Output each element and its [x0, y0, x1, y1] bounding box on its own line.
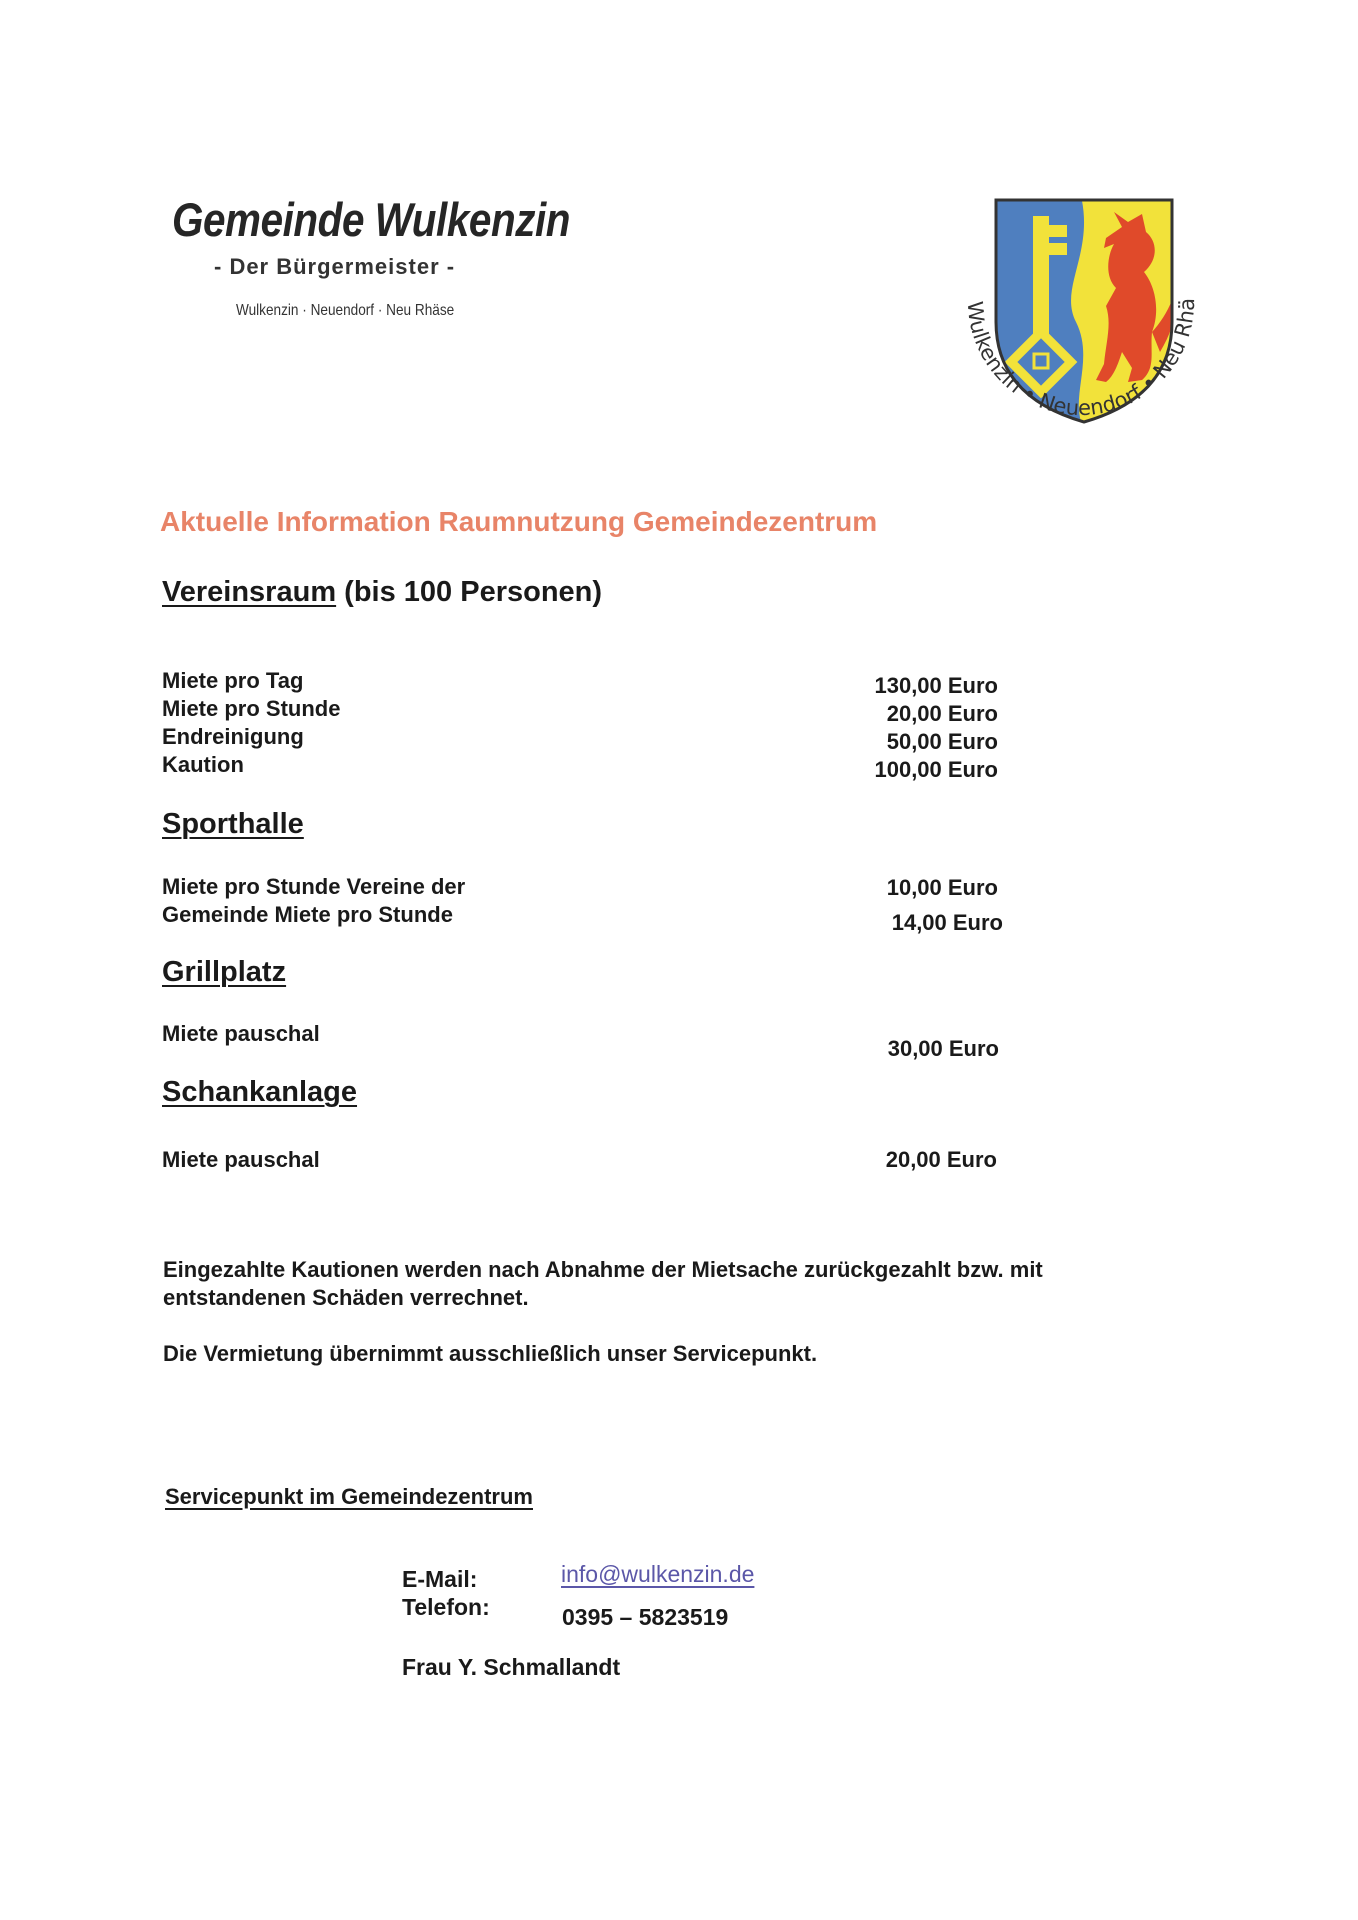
section-title-grillplatz	[162, 956, 286, 989]
price-value: 130,00 Euro	[874, 673, 998, 698]
price-label: Miete pauschal	[162, 1147, 320, 1172]
village-list: Wulkenzin · Neuendorf · Neu Rhäse	[236, 302, 455, 319]
section-title-text: Schankanlage	[162, 1076, 358, 1108]
service-point-title: Servicepunkt im Gemeindezentrum	[165, 1484, 533, 1509]
price-label: Miete pauschal	[162, 1021, 320, 1046]
section-title-schankanlage	[162, 1076, 357, 1109]
coat-of-arms-logo	[946, 192, 1216, 462]
price-label: Miete pro Stunde Vereine der	[162, 874, 466, 899]
section-title-text: Grillplatz	[162, 956, 287, 988]
section-title-sporthalle	[162, 808, 304, 841]
price-label: Endreinigung	[162, 724, 304, 749]
price-label: Gemeinde Miete pro Stunde	[162, 902, 453, 927]
price-value: 20,00 Euro	[886, 701, 998, 726]
page-headline: Aktuelle Information Raumnutzung Gemeindezentrum	[160, 506, 878, 537]
phone-number: 0395 – 5823519	[562, 1604, 729, 1630]
price-value: 10,00 Euro	[886, 875, 998, 900]
email-label: E-Mail:	[402, 1566, 478, 1592]
section-subtitle: (bis 100 Personen)	[336, 576, 603, 608]
coat-of-arms-ring-text: Wulkenzin • Neuendorf • Neu Rhä	[962, 297, 1200, 421]
deposit-note: Eingezahlte Kautionen werden nach Abnahme der Mietsache zurückgezahlt bzw. mit entstandenen Schäden verrechnet.	[163, 1257, 1043, 1310]
phone-label: Telefon:	[402, 1594, 490, 1620]
section-title-text: Vereinsraum	[162, 576, 337, 608]
price-label: Kaution	[162, 752, 244, 777]
email-link[interactable]: info@wulkenzin.de	[561, 1561, 755, 1587]
price-value: 50,00 Euro	[886, 729, 998, 754]
coat-of-arms-icon	[946, 192, 1216, 462]
section-title-vereinsraum	[162, 576, 602, 609]
contact-person: Frau Y. Schmallandt	[402, 1654, 621, 1680]
section-title-text: Sporthalle	[162, 808, 304, 840]
price-value: 100,00 Euro	[874, 757, 998, 782]
price-label: Miete pro Stunde	[162, 696, 341, 721]
organization-name: Gemeinde Wulkenzin	[172, 193, 571, 246]
rental-note: Die Vermietung übernimmt ausschließlich unser Servicepunkt.	[163, 1341, 818, 1366]
price-label: Miete pro Tag	[162, 668, 304, 693]
price-value: 14,00 Euro	[891, 910, 1003, 935]
organization-role: - Der Bürgermeister -	[214, 254, 456, 279]
price-value: 30,00 Euro	[887, 1036, 999, 1061]
price-value: 20,00 Euro	[885, 1147, 997, 1172]
